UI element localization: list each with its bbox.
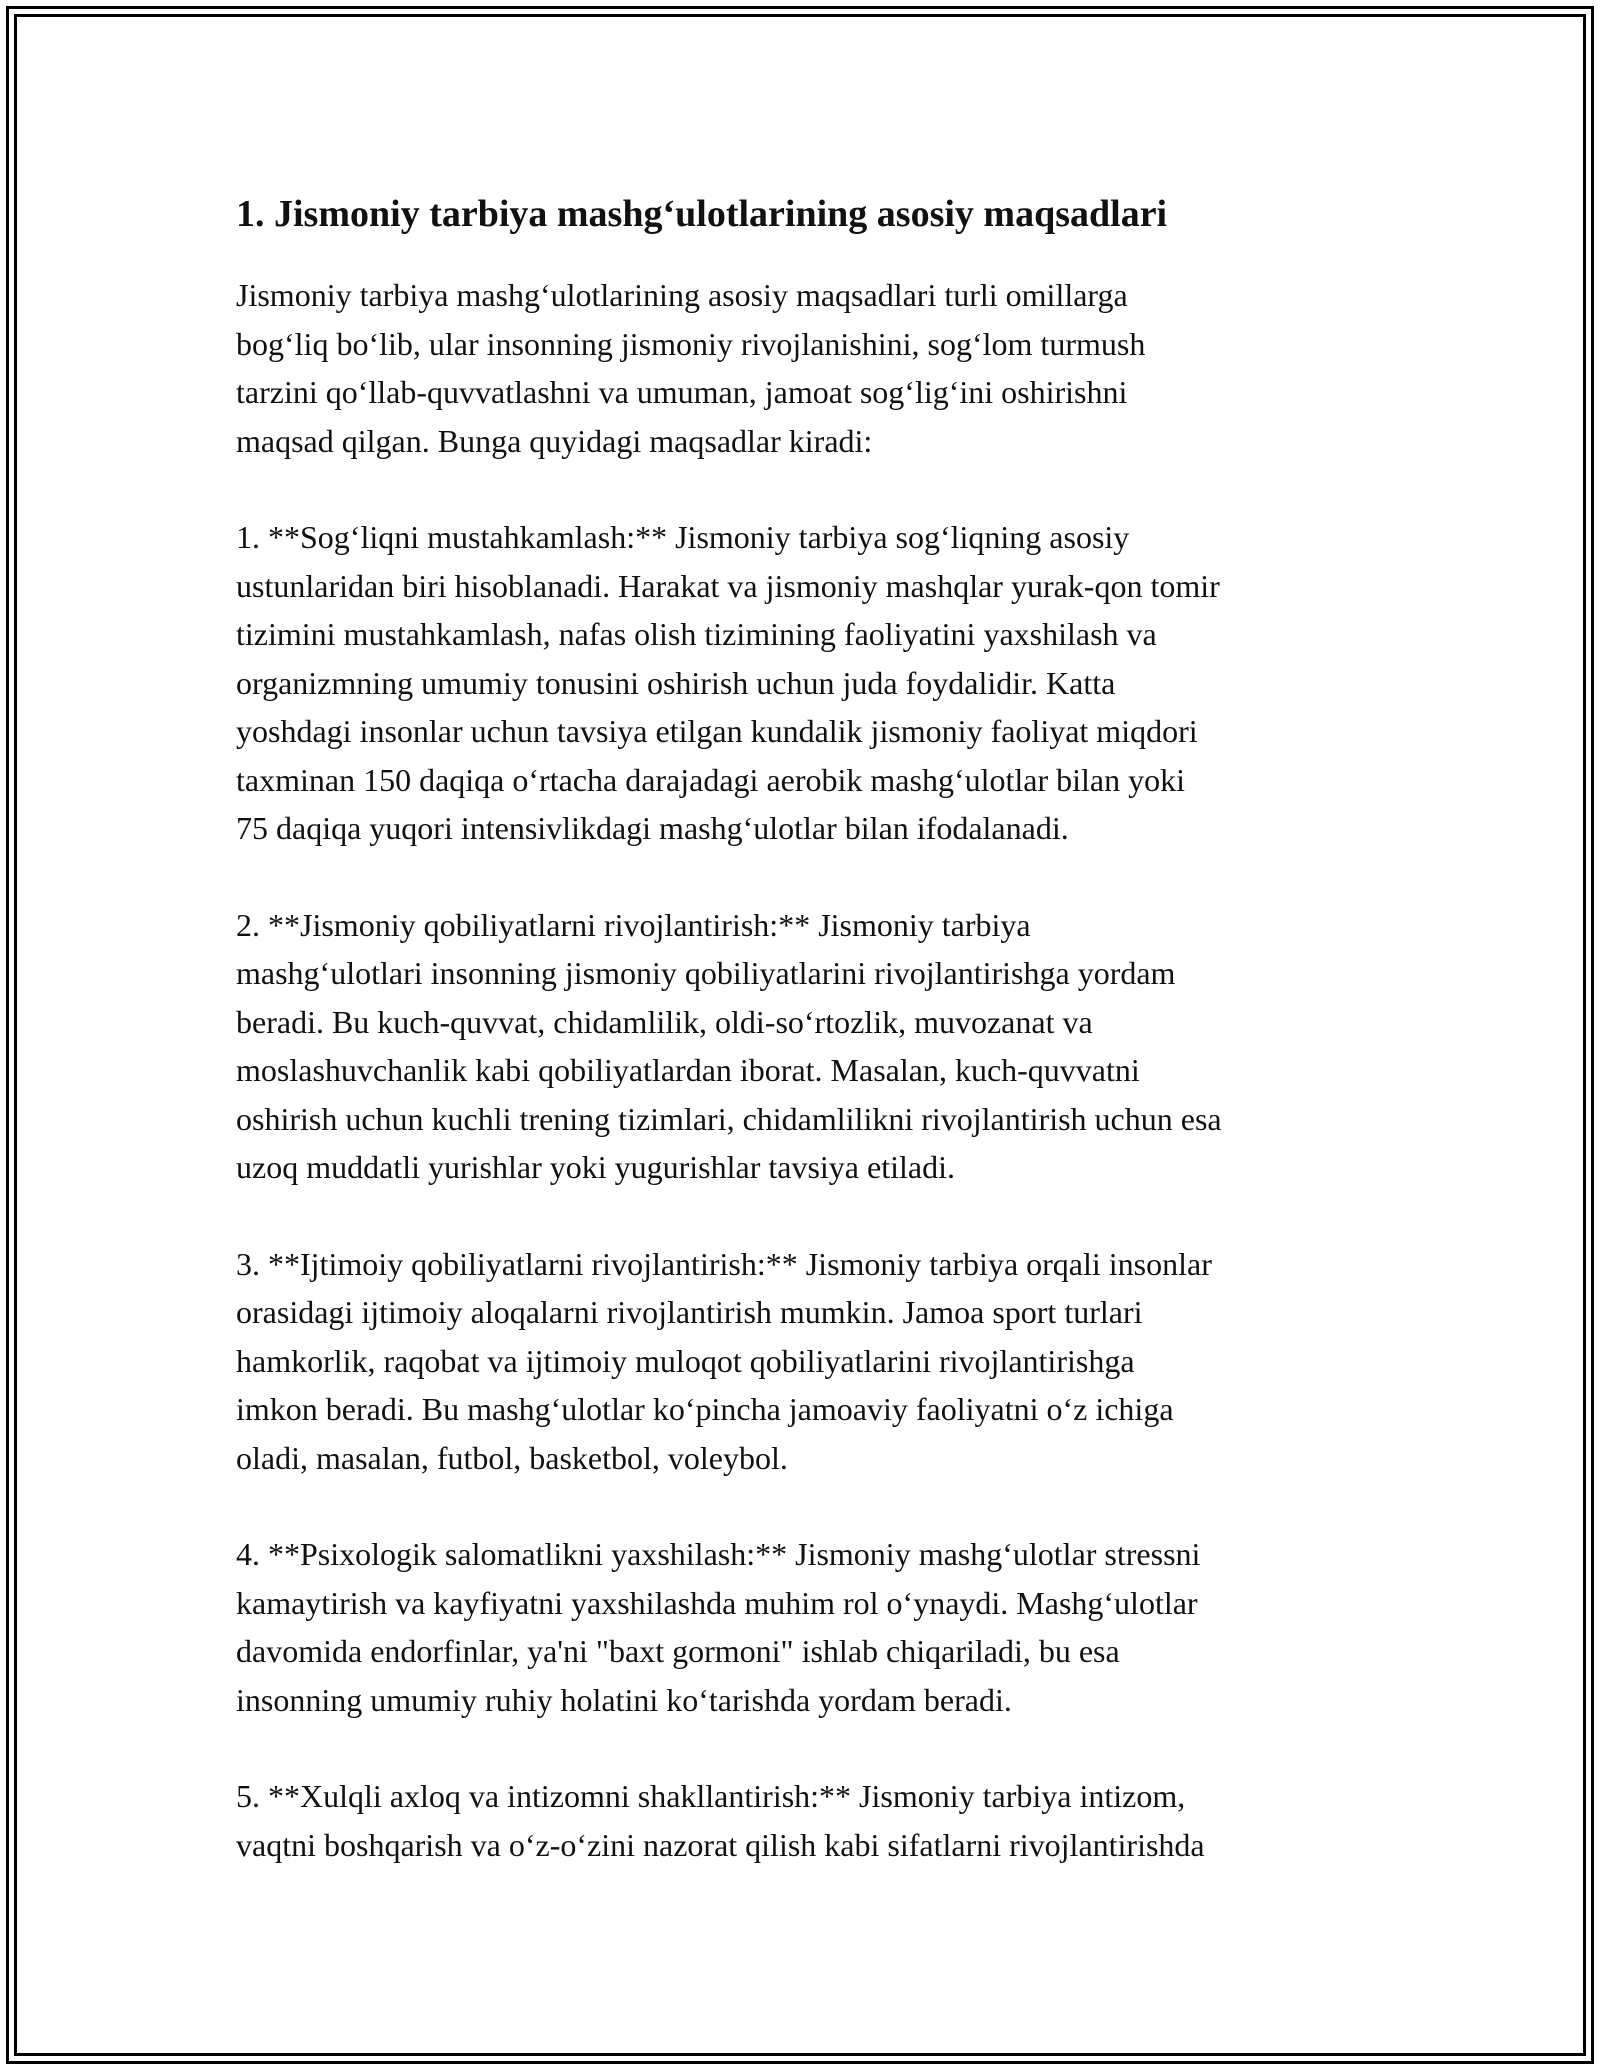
intro-paragraph: Jismoniy tarbiya mashg‘ulotlarining asosiy maqsadlari turli omillarga bog‘liq bo‘lib, ular insonning jismoniy rivojlanishini, sog‘lom turmush tarzini qo‘llab-quvvatlashni va umuman, jamoat sog‘lig‘ini oshirishni maqsad qilgan. Bunga quyidagi maqsadlar kiradi: [236, 277, 1146, 459]
document-body [236, 185, 1386, 1917]
paragraph-item-1: 1. **Sog‘liqni mustahkamlash:** Jismoniy tarbiya sog‘liqning asosiy ustunlaridan biri hisoblanadi. Harakat va jismoniy mashqlar yurak-qon tomir tizimini mustahkamlash, nafas olish tizimining faoliyatini yaxshilash va organizmning umumiy tonusini oshirish uchun juda foydalidir. Katta yoshdagi insonlar uchun tavsiya etilgan kundalik jismoniy faoliyat miqdori taxminan 150 daqiqa o‘rtacha darajadagi aerobik mashg‘ulotlar bilan yoki 75 daqiqa yuqori intensivlikdagi mashg‘ulotlar bilan ifodalanadi. [236, 519, 1220, 846]
paragraph-item-3: 3. **Ijtimoiy qobiliyatlarni rivojlantirish:** Jismoniy tarbiya orqali insonlar orasidagi ijtimoiy aloqalarni rivojlantirish mumkin. Jamoa sport turlari hamkorlik, raqobat va ijtimoiy muloqot qobiliyatlarini rivojlantirishga imkon beradi. Bu mashg‘ulotlar ko‘pincha jamoaviy faoliyatni o‘z ichiga oladi, masalan, futbol, basketbol, voleybol. [236, 1245, 1212, 1476]
paragraph-item-4: 4. **Psixologik salomatlikni yaxshilash:** Jismoniy mashg‘ulotlar stressni kamaytirish va kayfiyatni yaxshilashda muhim rol o‘ynaydi. Mashg‘ulotlar davomida endorfinlar, ya'ni "baxt gormoni" ishlab chiqariladi, bu esa insonning umumiy ruhiy holatini ko‘tarishda yordam beradi. [236, 1536, 1201, 1718]
paragraph-item-2: 2. **Jismoniy qobiliyatlarni rivojlantirish:** Jismoniy tarbiya mashg‘ulotlari insonning jismoniy qobiliyatlarini rivojlantirishga yordam beradi. Bu kuch-quvvat, chidamlilik, oldi-so‘rtozlik, muvozanat va moslashuvchanlik kabi qobiliyatlardan iborat. Masalan, kuch-quvvatni oshirish uchun kuchli trening tizimlari, chidamlilikni rivojlantirish uchun esa uzoq muddatli yurishlar yoki yugurishlar tavsiya etiladi. [236, 906, 1222, 1185]
paragraph-item-5: 5. **Xulqli axloq va intizomni shakllantirish:** Jismoniy tarbiya intizom, vaqtni boshqarish va o‘z-o‘zini nazorat qilish kabi sifatlarni rivojlantirishda [236, 1778, 1205, 1863]
document-title: 1. Jismoniy tarbiya mashg‘ulotlarining asosiy maqsadlari [236, 193, 1168, 235]
